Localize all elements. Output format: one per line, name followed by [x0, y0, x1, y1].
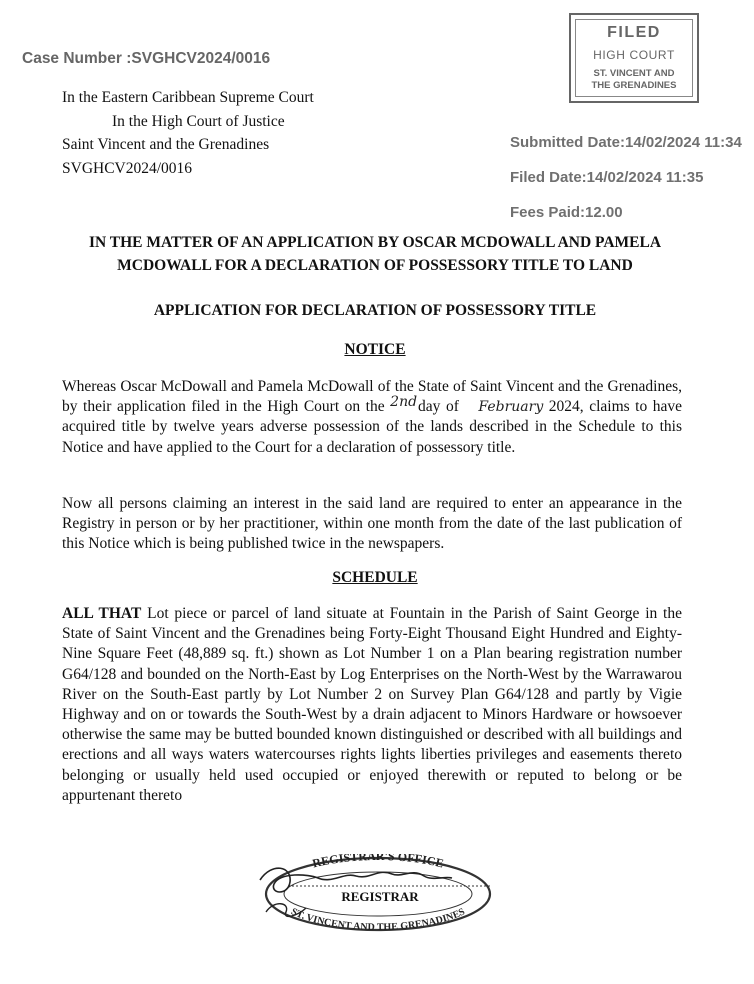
notice-paragraph-2: Now all persons claiming an interest in the said land are required to enter an appearance in the Registry in person or by her practitioner, within one month from the date of the last publication of this Notice which is being published twice in the newspapers. — [62, 495, 682, 553]
court-header-line: Saint Vincent and the Grenadines — [62, 136, 270, 153]
filed-stamp — [569, 13, 699, 103]
submitted-date: Submitted Date:14/02/2024 11:34 — [510, 134, 742, 151]
schedule-lead: ALL THAT — [62, 605, 142, 622]
matter-title-line: IN THE MATTER OF AN APPLICATION BY OSCAR MCDOWALL AND PAMELA — [88, 234, 662, 251]
notice-heading — [60, 341, 690, 359]
application-title: APPLICATION FOR DECLARATION OF POSSESSORY TITLE — [153, 302, 597, 319]
handwritten-day: 2nd — [390, 394, 418, 411]
filed-date: Filed Date:14/02/2024 11:35 — [510, 169, 704, 186]
notice-paragraph-1 — [62, 377, 682, 458]
filed-stamp-title: FILED — [607, 24, 661, 41]
notice-text-mid: day of — [418, 398, 459, 416]
schedule-heading-text: SCHEDULE — [332, 569, 418, 586]
filed-stamp-place-line: ST. VINCENT AND — [593, 68, 675, 79]
registrar-seal-graphic — [252, 854, 502, 934]
schedule-paragraph — [62, 604, 682, 806]
court-header — [62, 86, 314, 180]
filed-stamp-inner — [575, 19, 693, 97]
seal-top-text-path: REGISTRAR'S OFFICE — [310, 854, 446, 871]
schedule-text: Lot piece or parcel of land situate at Fountain in the Parish of Saint George in the State of Saint Vincent and the Grenadines being Forty-Eight Thousand Eight Hundred and Eighty-Nine Square Feet (48,889 sq. ft.) shown as Lot Number 1 on a Plan bearing registration number G64/128 and bounded on the North-East by Log Enterprises on the North-West by the Warrawarou River on the South-East partly by Lot Number 2 on Survey Plan G64/128 and partly by Vigie Highway and on or towards the South-West by a drain adjacent to Minors Hardware or howsoever otherwise the same may be butted bounded known distinguished or described with all buildings and erections and all ways waters watercourses rights lights liberties privileges and easements thereto belonging or usually held used occupied or enjoyed therewith or reputed to belong or be appurtenant thereto — [62, 605, 682, 804]
notice-heading-text: NOTICE — [344, 341, 406, 358]
matter-title — [60, 232, 690, 277]
registrar-label: REGISTRAR — [341, 889, 419, 904]
handwritten-month: February — [478, 399, 544, 416]
fees-paid: Fees Paid:12.00 — [510, 204, 623, 221]
registrar-seal — [252, 854, 502, 934]
filed-stamp-court: HIGH COURT — [593, 48, 675, 62]
notice-text-after: 2024, claims to have acquired title by twelve years adverse possession of the lands described in the Schedule to this Notice and have applied to the Court for a declaration of possessory title. — [62, 398, 683, 456]
seal-bottom-text-path: ST. VINCENT AND THE GRENADINES — [289, 906, 467, 934]
case-number: Case Number :SVGHCV2024/0016 — [22, 50, 271, 67]
matter-title-line: MCDOWALL FOR A DECLARATION OF POSSESSORY TITLE TO LAND — [117, 256, 633, 274]
filed-stamp-place-line: THE GRENADINES — [591, 80, 677, 91]
court-header-line: In the High Court of Justice — [112, 112, 285, 130]
schedule-heading — [60, 569, 690, 587]
court-header-line: SVGHCV2024/0016 — [62, 159, 193, 177]
court-header-line: In the Eastern Caribbean Supreme Court — [62, 89, 314, 106]
seal-top-text — [311, 854, 445, 871]
notice-text-before: Whereas Oscar McDowall and Pamela McDowall of the State of Saint Vincent and the Grenadines, by their application filed in the High Court on the — [62, 378, 682, 416]
filed-stamp-place — [576, 68, 692, 92]
